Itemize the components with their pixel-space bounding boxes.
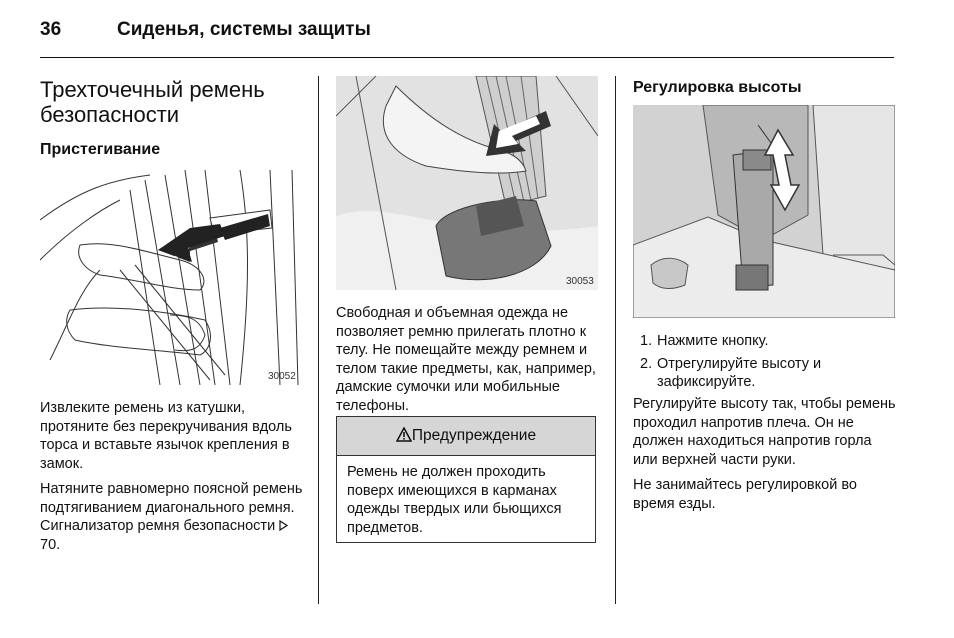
warning-text: Ремень не должен проходить поверх имеющихся в карманах одежды твердых или бьющихся предметов. xyxy=(347,464,562,536)
page-number: 36 xyxy=(40,19,62,40)
fastening-paragraph-1: Извлеките ремень из катушки, протяните без перекручивания вдоль торса и вставьте язычок крепления в замок. xyxy=(40,400,292,472)
adjust-steps xyxy=(640,332,896,396)
section-title: Трехточечный ремень безопасности xyxy=(40,77,265,127)
adjust-paragraph-1: Регулируйте высоту так, чтобы ремень проходил напротив плеча. Он не должен находиться напротив горла или верхней части руки. xyxy=(633,396,896,468)
height-adjust-heading: Регулировка высоты xyxy=(633,79,802,96)
figure1-id: 30052 xyxy=(268,371,296,382)
left-column-text xyxy=(40,399,305,561)
chapter-title: Сиденья, системы защиты xyxy=(117,19,371,40)
figure2-id: 30053 xyxy=(566,276,594,287)
figure-belt-buckle-latch xyxy=(336,76,598,290)
page-reference-icon xyxy=(279,518,289,534)
page-reference[interactable]: 70. xyxy=(40,536,61,553)
warning-triangle-icon xyxy=(396,427,412,445)
column-divider-right xyxy=(615,76,616,604)
warning-title: Предупреждение xyxy=(411,427,537,444)
fastening-heading: Пристегивание xyxy=(40,141,161,158)
step-text: Нажмите кнопку. xyxy=(657,333,769,349)
step-item xyxy=(640,355,896,392)
adjust-paragraph-2: Не занимайтесь регулировкой во время езды. xyxy=(633,477,857,512)
step-item xyxy=(640,332,896,351)
step-number: 2. xyxy=(640,355,653,372)
fastening-paragraph-2-text: Натяните равномерно поясной ремень подтягиванием диагонального ремня. Сигнализатор ремня безопасности xyxy=(40,481,303,534)
figure-buckling-seat-belt xyxy=(40,170,300,385)
step-text: Отрегулируйте высоту и зафиксируйте. xyxy=(657,355,822,390)
figure-height-adjuster xyxy=(633,105,895,318)
warning-header xyxy=(337,417,595,456)
header-divider xyxy=(40,57,894,58)
right-column-text xyxy=(633,395,897,520)
clothing-paragraph: Свободная и объемная одежда не позволяет ремню прилегать плотно к телу. Не помещайте между ремнем и телом такие предметы, как, например, дамские сумочки или мобильные телефоны. xyxy=(336,305,596,414)
step-number: 1. xyxy=(640,333,653,349)
fastening-paragraph-2 xyxy=(40,480,305,554)
warning-box xyxy=(336,416,596,543)
column-divider-left xyxy=(318,76,319,604)
